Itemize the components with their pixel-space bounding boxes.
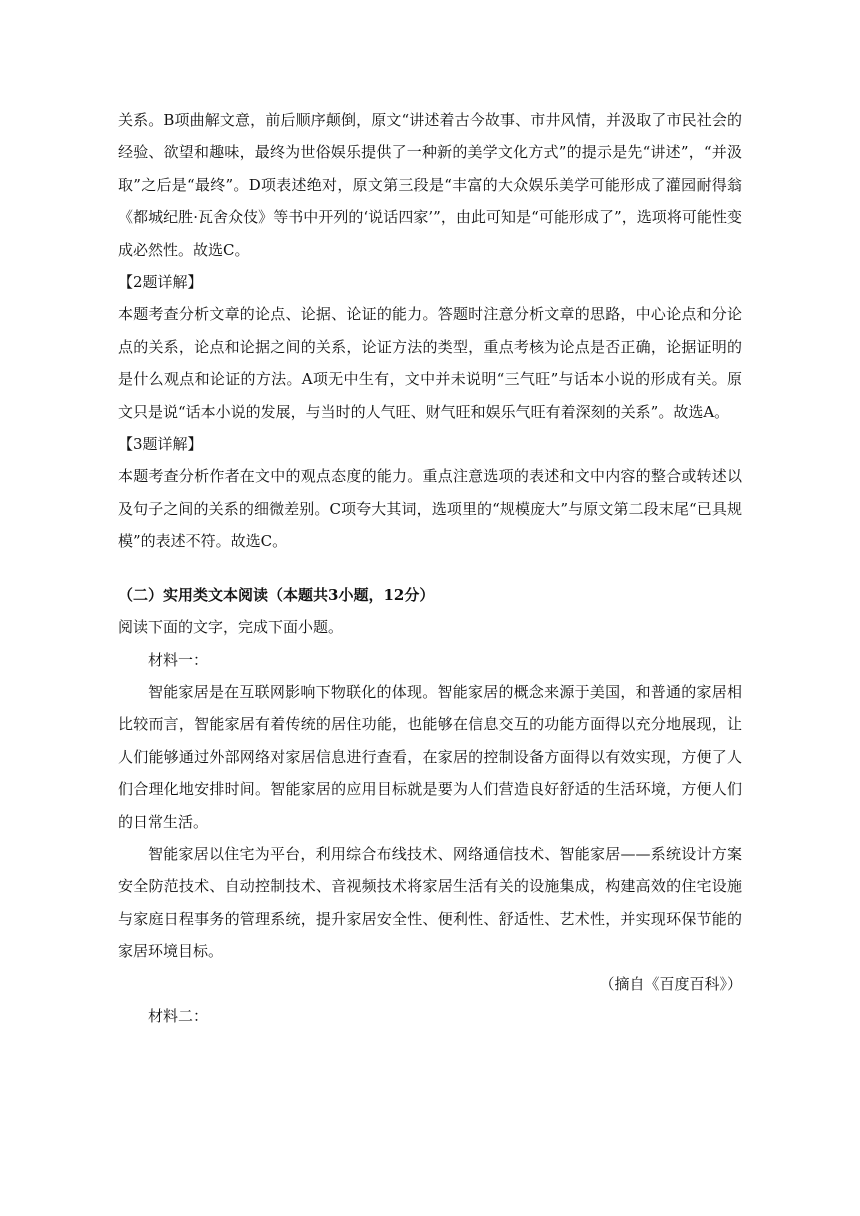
question-2-detail-label: 【2题详解】 (118, 273, 203, 292)
material-2-label: 材料二： (148, 1006, 209, 1025)
reading-instruction: 阅读下面的文字，完成下面小题。 (118, 618, 344, 637)
question-3-detail-label: 【3题详解】 (118, 435, 203, 454)
document-body (118, 104, 742, 1032)
section-heading: （二）实用类文本阅读（本题共3小题，12分） (118, 585, 435, 604)
answer-explanation-1-continued: 关系。B项曲解文意，前后顺序颠倒，原文“讲述着古今故事、市井风情，并汲取了市民社会的经验、欲望和趣味，最终为世俗娱乐提供了一种新的美学文化方式”的提示是先“讲述”，“并汲取”之后是“最终”。D项表述绝对，原文第三段是“丰富的大众娱乐美学可能形成了灌园耐得翁《都城纪胜·瓦舍众伎》等书中开列的‘说话四家’”，由此可知是“可能形成了”，选项将可能性变成必然性。故选C。 (118, 111, 742, 259)
material-1-paragraph-1: 智能家居是在互联网影响下物联化的体现。智能家居的概念来源于美国，和普通的家居相比较而言，智能家居有着传统的居住功能，也能够在信息交互的功能方面得以充分地展现，让人们能够通过外部网络对家居信息进行查看，在家居的控制设备方面得以有效实现，方便了人们合理化地安排时间。智能家居的应用目标就是要为人们营造良好舒适的生活环境，方便人们的日常生活。 (118, 682, 742, 831)
material-1-paragraph-2: 智能家居以住宅为平台，利用综合布线技术、网络通信技术、智能家居——系统设计方案安全防范技术、自动控制技术、音视频技术将家居生活有关的设施集成，构建高效的住宅设施与家庭日程事务的管理系统，提升家居安全性、便利性、舒适性、艺术性，并实现环保节能的家居环境目标。 (118, 844, 742, 961)
question-3-explanation: 本题考查分析作者在文中的观点态度的能力。重点注意选项的表述和文中内容的整合或转述以及句子之间的关系的细微差别。C项夸大其词，选项里的“规模庞大”与原文第二段末尾“已具规模”的表述不符。故选C。 (118, 467, 742, 551)
question-2-explanation: 本题考查分析文章的论点、论据、论证的能力。答题时注意分析文章的思路，中心论点和分论点的关系，论点和论据之间的关系，论证方法的类型，重点考核为论点是否正确，论据证明的是什么观点和论证的方法。A项无中生有，文中并未说明“三气旺”与话本小说的形成有关。原文只是说“话本小说的发展，与当时的人气旺、财气旺和娱乐气旺有着深刻的关系”。故选A。 (118, 305, 742, 421)
material-1-label: 材料一： (148, 650, 209, 669)
material-1-source: （摘自《百度百科》） (599, 974, 742, 993)
